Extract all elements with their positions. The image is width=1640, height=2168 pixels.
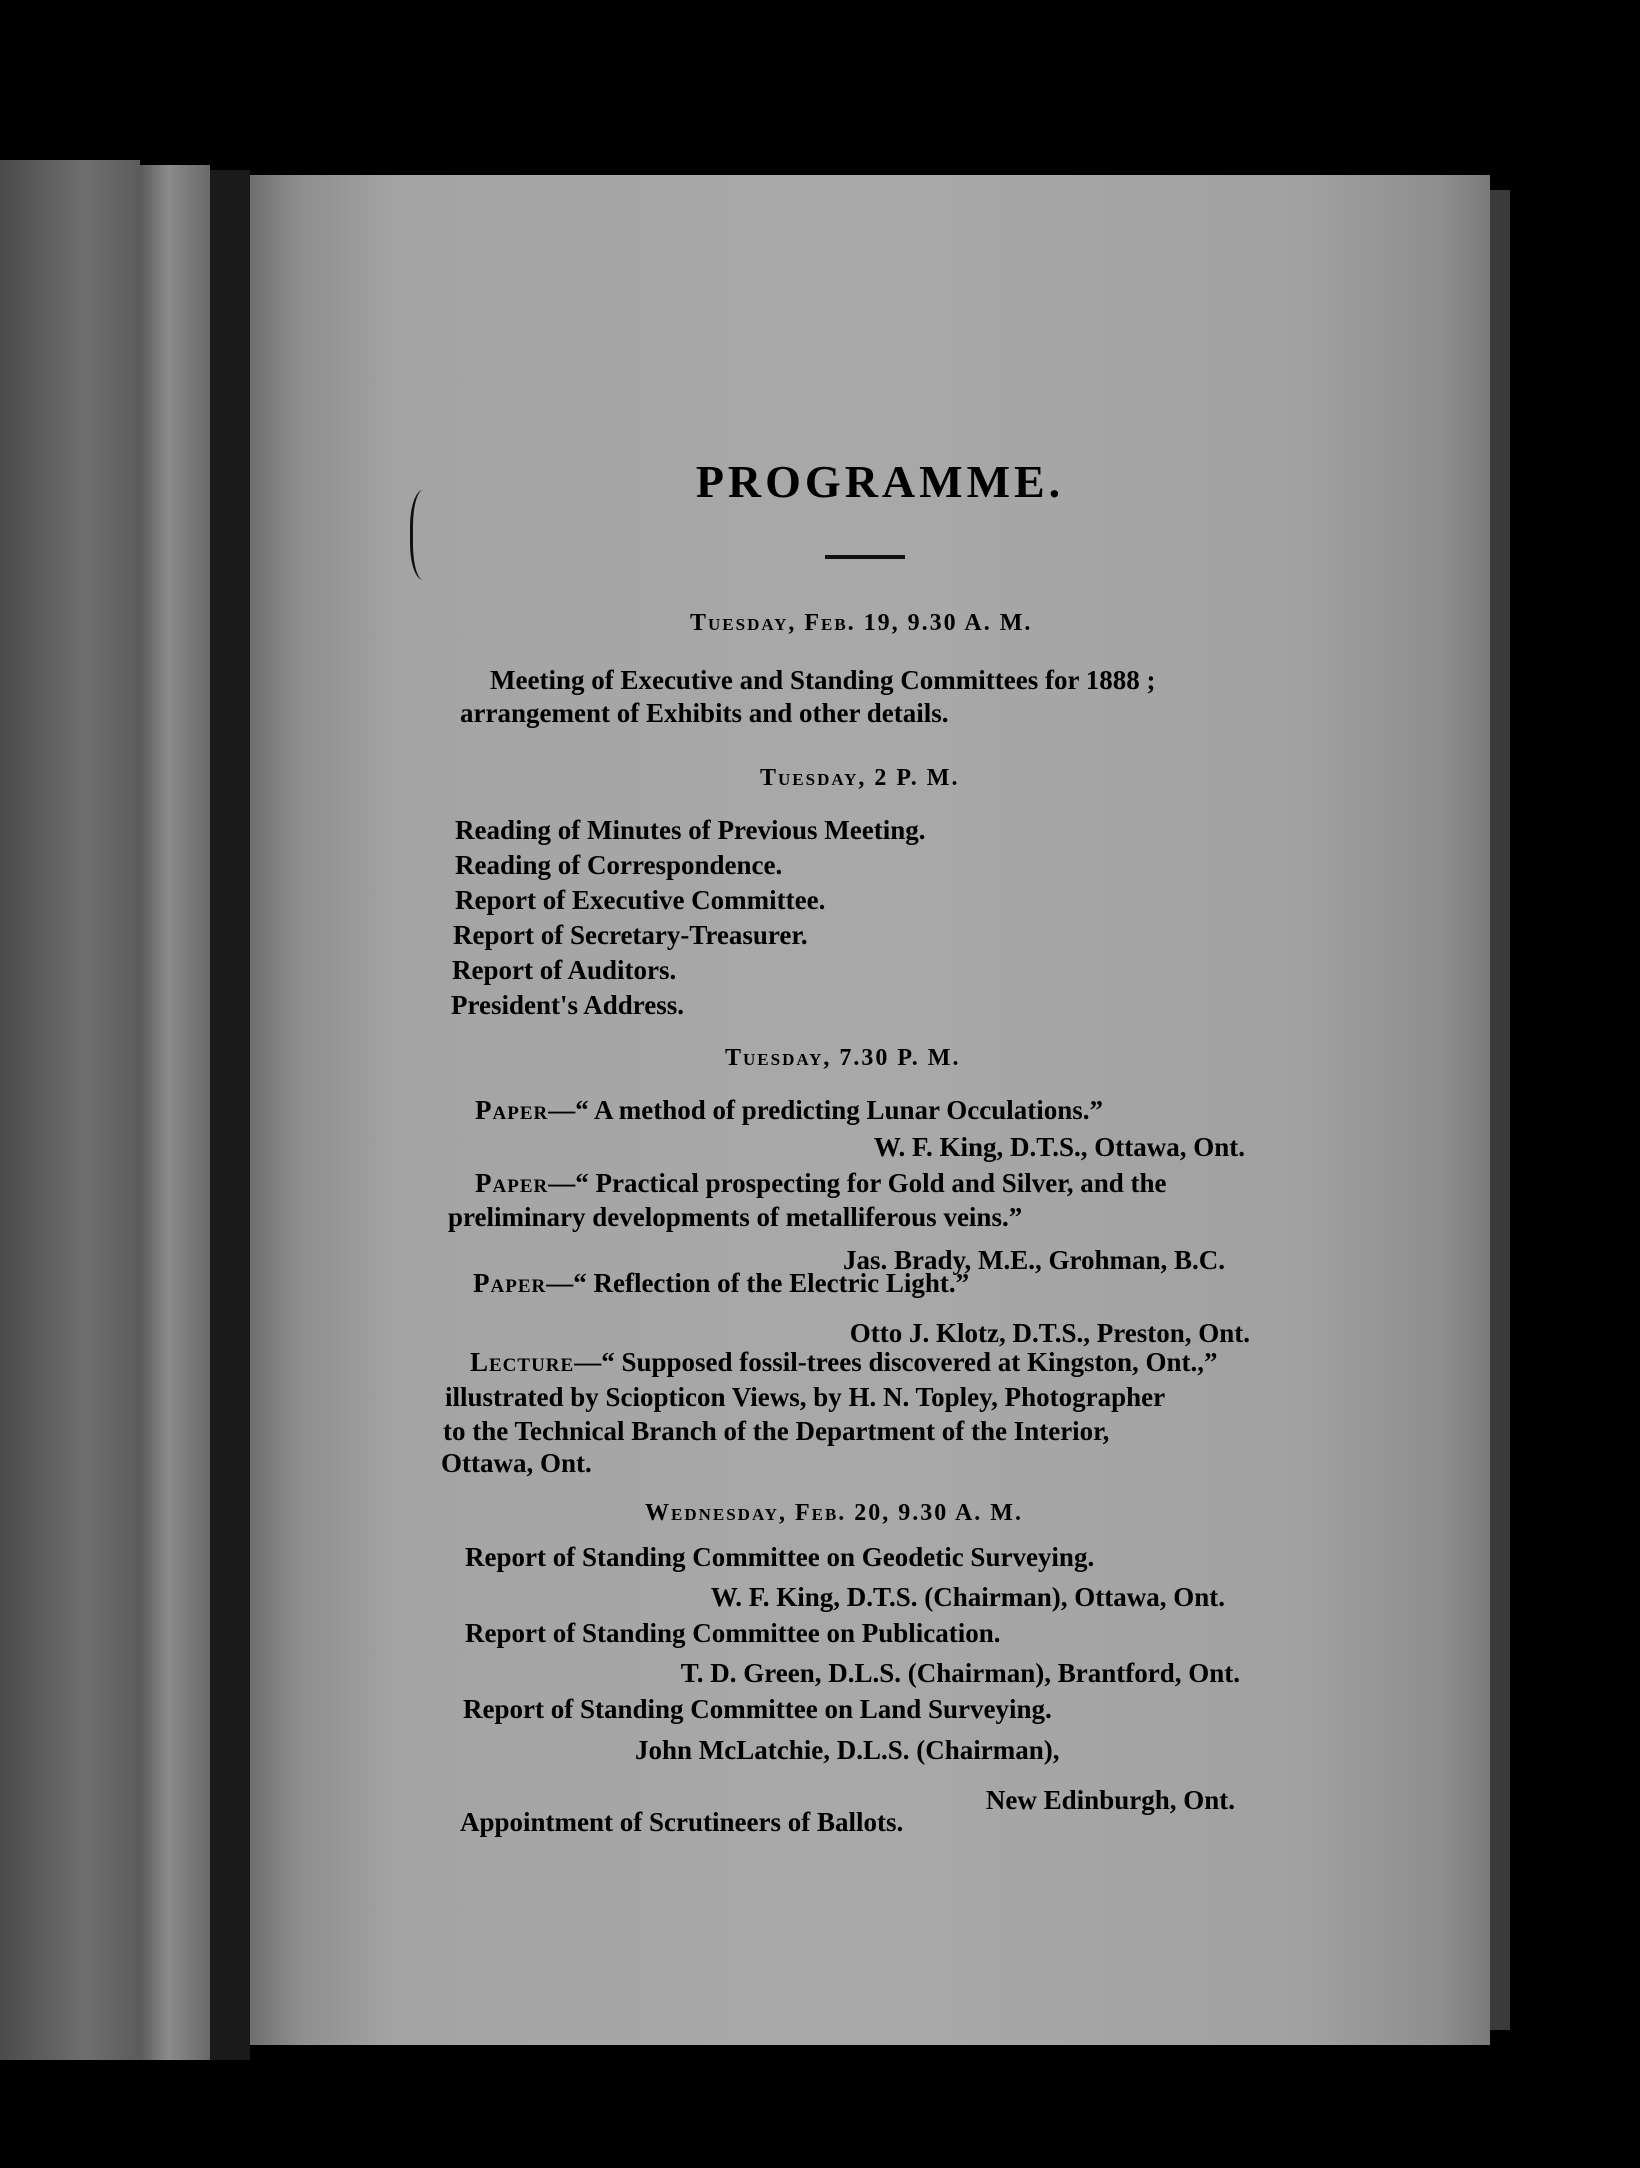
- page-edge: [1490, 190, 1510, 2030]
- report-title: Report of Standing Committee on Publication.: [465, 1618, 1001, 1648]
- agenda-item: Report of Executive Committee.: [455, 885, 826, 915]
- report-author: John McLatchie, D.L.S. (Chairman),: [635, 1735, 1060, 1765]
- report-author: W. F. King, D.T.S. (Chairman), Ottawa, Ont.: [710, 1582, 1225, 1612]
- paper-entry: Paper—“ Reflection of the Electric Light.”: [473, 1268, 970, 1298]
- paper-label: Paper: [475, 1168, 549, 1198]
- facing-page: [0, 160, 140, 2060]
- paper-entry: Paper—“ Practical prospecting for Gold and Silver, and the: [475, 1168, 1167, 1198]
- agenda-item: Report of Secretary-Treasurer.: [453, 920, 808, 950]
- section-text-line: Meeting of Executive and Standing Committees for 1888 ;: [490, 665, 1156, 695]
- lecture-title: “ Supposed fossil-trees discovered at Kingston, Ont.,”: [601, 1347, 1218, 1377]
- section-heading-wednesday: Wednesday, Feb. 20, 9.30 A. M.: [645, 1500, 1023, 1526]
- paper-author: W. F. King, D.T.S., Ottawa, Ont.: [873, 1132, 1245, 1162]
- paper-title: “ A method of predicting Lunar Occulations.”: [575, 1095, 1104, 1125]
- lecture-text-line: to the Technical Branch of the Department of the Interior,: [443, 1416, 1110, 1446]
- page-title: PROGRAMME.: [695, 456, 1065, 507]
- paper-title: “ Practical prospecting for Gold and Silver, and the: [575, 1168, 1167, 1198]
- agenda-item: Reading of Minutes of Previous Meeting.: [455, 815, 926, 845]
- agenda-item: Reading of Correspondence.: [455, 850, 783, 880]
- lecture-text-line: Ottawa, Ont.: [441, 1448, 592, 1478]
- paper-label: Paper: [475, 1095, 549, 1125]
- report-title: Report of Standing Committee on Land Surveying.: [463, 1694, 1052, 1724]
- paper-label: Paper: [473, 1268, 547, 1298]
- report-author: T. D. Green, D.L.S. (Chairman), Brantford, Ont.: [680, 1658, 1240, 1688]
- section-heading-tuesday-afternoon: Tuesday, 2 P. M.: [760, 765, 960, 791]
- title-rule: [825, 555, 905, 559]
- margin-mark: [410, 490, 443, 580]
- paper-author: Jas. Brady, M.E., Grohman, B.C.: [842, 1245, 1225, 1275]
- agenda-item: President's Address.: [451, 990, 685, 1020]
- paper-title: “ Reflection of the Electric Light.”: [573, 1268, 970, 1298]
- section-heading-tuesday-morning: Tuesday, Feb. 19, 9.30 A. M.: [690, 610, 1033, 636]
- report-author-location: New Edinburgh, Ont.: [985, 1785, 1235, 1815]
- paper-author: Otto J. Klotz, D.T.S., Preston, Ont.: [849, 1318, 1250, 1348]
- lecture-text-line: illustrated by Sciopticon Views, by H. N. Topley, Photographer: [445, 1382, 1166, 1412]
- spine-shadow: [210, 170, 250, 2060]
- page-gutter: [140, 165, 210, 2060]
- lecture-label: Lecture: [470, 1347, 575, 1377]
- paper-entry: Paper—“ A method of predicting Lunar Occulations.”: [475, 1095, 1104, 1125]
- agenda-item: Report of Auditors.: [452, 955, 677, 985]
- lecture-entry: Lecture—“ Supposed fossil-trees discovered at Kingston, Ont.,”: [470, 1347, 1218, 1377]
- report-title: Report of Standing Committee on Geodetic Surveying.: [465, 1542, 1095, 1572]
- closing-item: Appointment of Scrutineers of Ballots.: [460, 1807, 904, 1837]
- paper-title-continued: preliminary developments of metalliferous veins.”: [448, 1202, 1023, 1232]
- section-heading-tuesday-evening: Tuesday, 7.30 P. M.: [725, 1045, 961, 1071]
- section-text-line: arrangement of Exhibits and other details.: [460, 698, 949, 728]
